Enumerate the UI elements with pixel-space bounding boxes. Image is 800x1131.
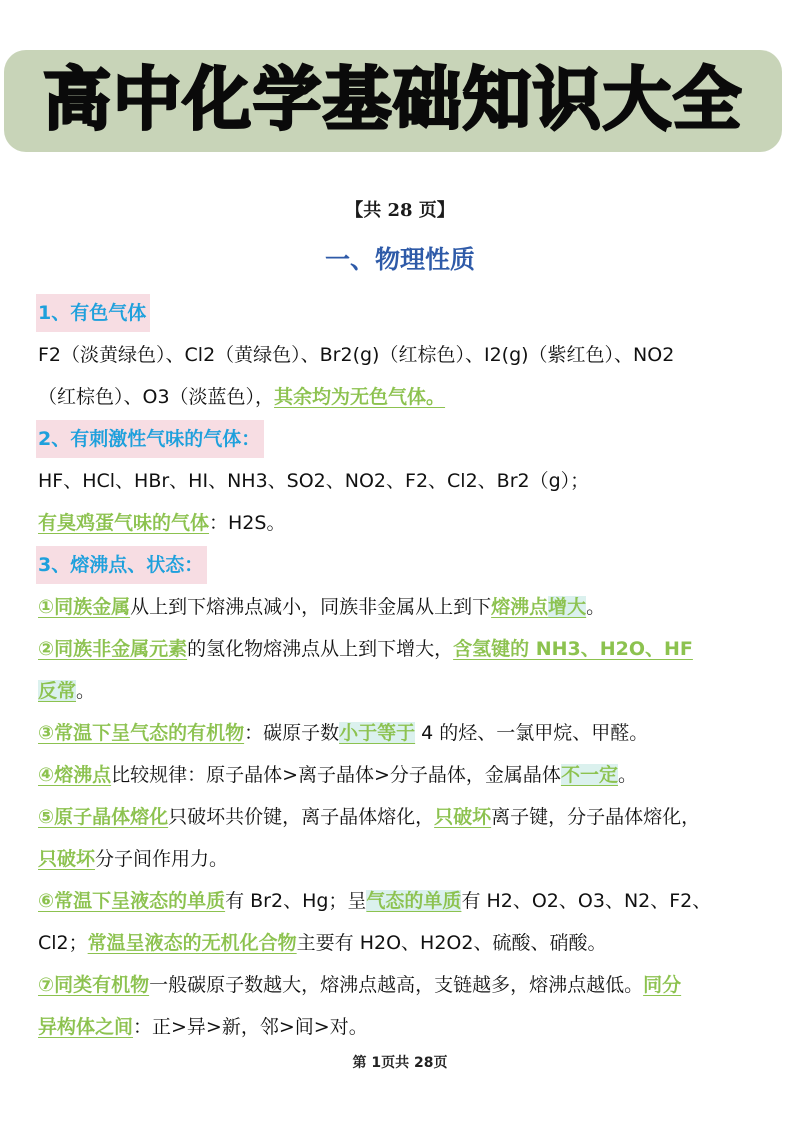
list-item: [38, 712, 766, 754]
emphasis-text: ⑤原子晶体熔化: [38, 806, 169, 828]
paragraph-line: [38, 334, 766, 376]
section-title: 一、物理性质: [324, 245, 475, 274]
emphasis-text: ③常温下呈气态的有机物: [38, 722, 245, 744]
emphasis-text: 异构体之间: [38, 1016, 134, 1038]
list-item: [38, 754, 766, 796]
emphasis-text: 熔沸点: [491, 596, 549, 618]
text: ：正>异>新，邻>间>对。: [133, 1016, 368, 1038]
subheading-irritating-gases: 2、有刺激性气味的气体：: [36, 420, 264, 458]
emphasis-text: 只破坏: [434, 806, 492, 828]
list-item: [38, 628, 766, 670]
list-item: [38, 964, 766, 1006]
paragraph-line: [38, 376, 766, 418]
emphasis-text: ①同族金属: [38, 596, 131, 618]
highlighted-text: 气态的单质: [366, 890, 462, 912]
paragraph-line: [38, 460, 766, 502]
text: 离子键，分子晶体熔化，: [491, 806, 701, 828]
emphasis-text: 含氢键的 NH3、H2O、HF: [453, 638, 693, 660]
text: 一般碳原子数越大，熔沸点越高，支链越多，熔沸点越低。: [149, 974, 644, 996]
text: （红棕色）、O3（淡蓝色），: [38, 386, 275, 408]
text: 的氢化物熔沸点从上到下增大，: [187, 638, 454, 660]
highlighted-text: 反常: [38, 680, 77, 702]
emphasis-text: ⑥常温下呈液态的单质: [38, 890, 226, 912]
text: 只破坏共价键，离子晶体熔化，: [168, 806, 435, 828]
list-item-continued: [38, 670, 766, 712]
paragraph-line: [38, 502, 766, 544]
text: F2（淡黄绿色）、Cl2（黄绿色）、Br2(g)（红棕色）、I2(g)（紫红色）、NO2: [38, 344, 675, 366]
text: HF、HCl、HBr、HI、NH3、SO2、NO2、F2、Cl2、Br2（g）；: [38, 470, 590, 492]
document-body: [38, 292, 766, 1048]
emphasis-text: 有臭鸡蛋气味的气体: [38, 512, 210, 534]
highlighted-text: 小于等于: [339, 722, 416, 744]
page-footer: 第 1页共 28页: [352, 1055, 448, 1071]
list-item: [38, 586, 766, 628]
text: 有 Br2、Hg；呈: [225, 890, 367, 912]
text: ：碳原子数: [244, 722, 340, 744]
highlighted-text: 增大: [548, 596, 587, 618]
list-item-continued: [38, 1006, 766, 1048]
text: 分子间作用力。: [95, 848, 229, 870]
emphasis-text: ⑦同类有机物: [38, 974, 150, 996]
emphasis-text: ②同族非金属元素: [38, 638, 188, 660]
text: 从上到下熔沸点减小，同族非金属从上到下: [130, 596, 492, 618]
emphasis-text: 同分: [643, 974, 682, 996]
list-item-continued: [38, 838, 766, 880]
document-title: 高中化学基础知识大全: [42, 61, 743, 140]
text: 有 H2、O2、O3、N2、F2、: [461, 890, 712, 912]
text: 。: [76, 680, 96, 702]
list-item: [38, 880, 766, 922]
subheading-colored-gases: 1、有色气体: [36, 294, 150, 332]
emphasis-text: ④熔沸点: [38, 764, 112, 786]
text: 4 的烃、一氯甲烷、甲醛。: [415, 722, 649, 744]
highlighted-text: 不一定: [560, 764, 618, 786]
text: 。: [586, 596, 606, 618]
text: 主要有 H2O、H2O2、硫酸、硝酸。: [296, 932, 607, 954]
text: ：H2S。: [209, 512, 286, 534]
page-count-label: 【共 28 页】: [345, 200, 455, 221]
list-item-continued: [38, 922, 766, 964]
emphasis-text: 其余均为无色气体。: [274, 386, 446, 408]
subheading-melting-boiling-points: 3、熔沸点、状态：: [36, 546, 207, 584]
text: 。: [617, 764, 637, 786]
emphasis-text: 常温呈液态的无机化合物: [87, 932, 297, 954]
emphasis-text: 只破坏: [38, 848, 96, 870]
list-item: [38, 796, 766, 838]
title-banner: [4, 50, 782, 152]
text: 比较规律：原子晶体>离子晶体>分子晶体，金属晶体: [111, 764, 561, 786]
text: Cl2；: [38, 932, 88, 954]
